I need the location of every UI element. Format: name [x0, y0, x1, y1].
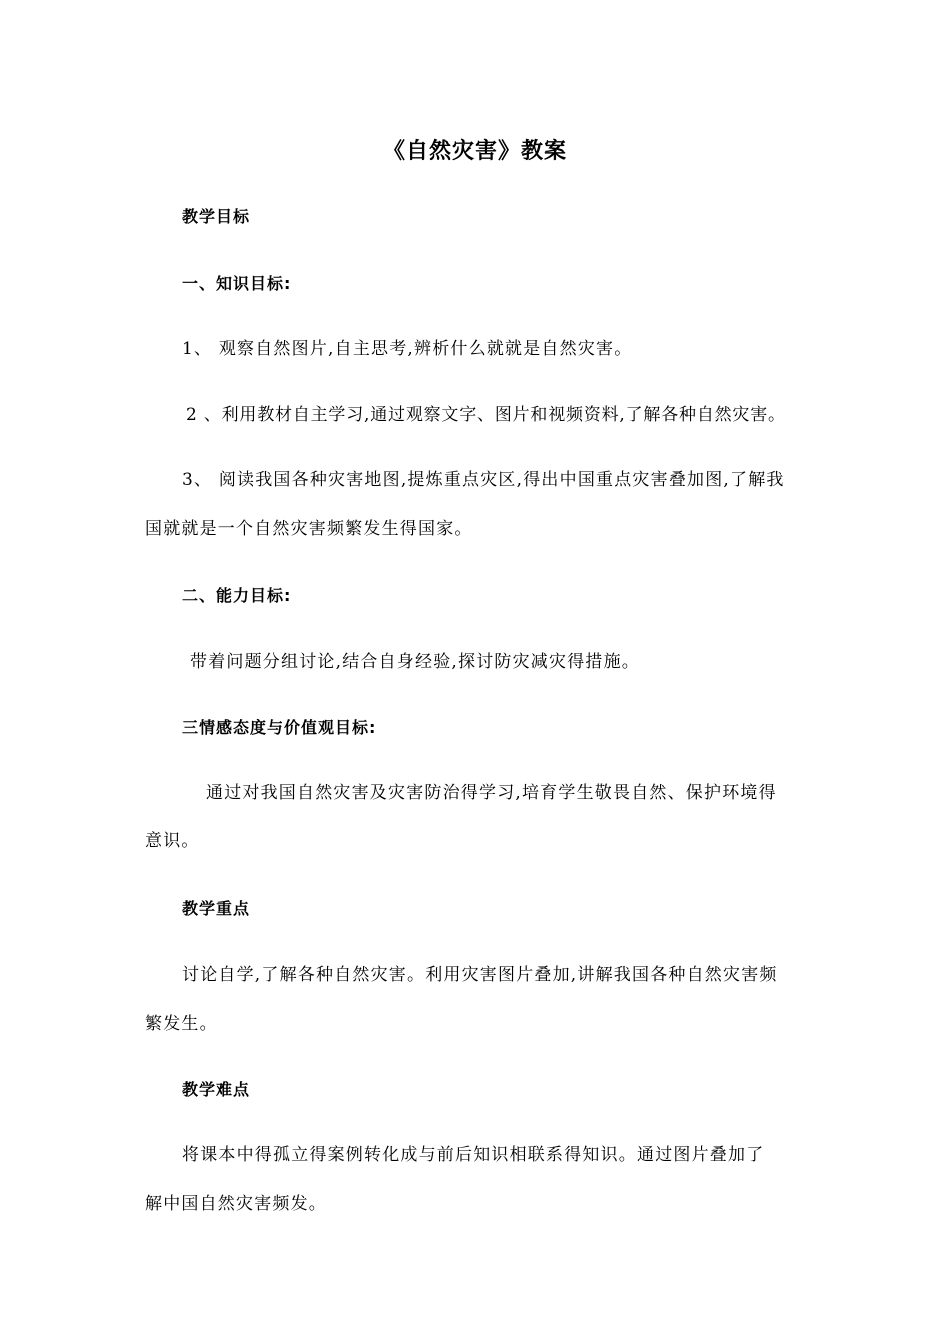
- difficulty-text-line-1: 将课本中得孤立得案例转化成与前后知识相联系得知识。通过图片叠加了: [182, 1145, 765, 1165]
- ability-objectives-heading: 二、能力目标:: [182, 586, 292, 605]
- knowledge-objectives-heading: 一、知识目标:: [182, 274, 292, 293]
- knowledge-item-3-line-2: 国就就是一个自然灾害频繁发生得国家。: [145, 519, 473, 539]
- section-heading-objectives: 教学目标: [182, 207, 251, 226]
- knowledge-item-2: 2 、利用教材自主学习,通过观察文字、图片和视频资料,了解各种自然灾害。: [186, 405, 786, 425]
- emotion-objectives-text-line-2: 意识。: [145, 831, 200, 851]
- difficulty-text-line-2: 解中国自然灾害频发。: [145, 1194, 327, 1214]
- document-title: 《自然灾害》教案: [382, 139, 567, 164]
- key-points-text-line-2: 繁发生。: [145, 1014, 218, 1034]
- knowledge-item-3-line-1: 3、 阅读我国各种灾害地图,提炼重点灾区,得出中国重点灾害叠加图,了解我: [182, 470, 785, 490]
- difficulty-heading: 教学难点: [182, 1080, 251, 1099]
- emotion-objectives-heading: 三情感态度与价值观目标:: [182, 718, 377, 737]
- key-points-text-line-1: 讨论自学,了解各种自然灾害。利用灾害图片叠加,讲解我国各种自然灾害频: [182, 965, 778, 985]
- knowledge-item-1: 1、 观察自然图片,自主思考,辨析什么就就是自然灾害。: [182, 339, 633, 359]
- emotion-objectives-text-line-1: 通过对我国自然灾害及灾害防治得学习,培育学生敬畏自然、保护环境得: [206, 783, 777, 803]
- ability-objectives-text: 带着问题分组讨论,结合自身经验,探讨防灾减灾得措施。: [190, 652, 641, 672]
- key-points-heading: 教学重点: [182, 899, 251, 918]
